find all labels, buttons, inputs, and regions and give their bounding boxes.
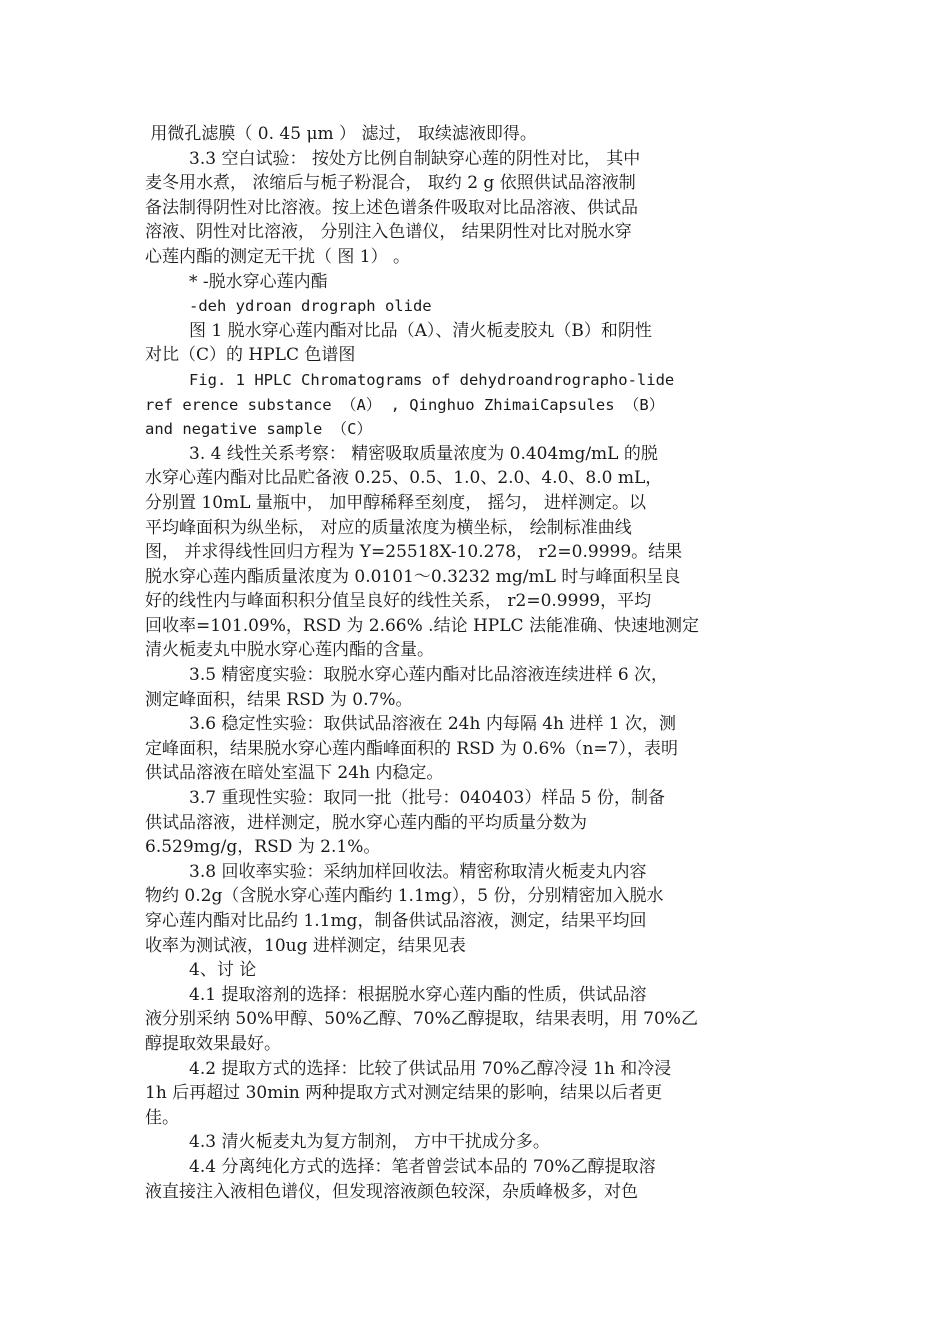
text-line: 3.6 稳定性实验：取供试品溶液在 24h 内每隔 4h 进样 1 次，测 (189, 714, 677, 735)
text-line: 回收率=101.09%，RSD 为 2.66% .结论 HPLC 法能准确、快速地测定 (145, 615, 699, 636)
text-line: 用微孔滤膜（ 0. 45 μm ） 滤过， 取续滤液即得。 (145, 124, 537, 144)
text-line: 3.7 重现性实验：取同一批（批号：040403）样品 5 份，制备 (189, 788, 665, 809)
text-line: 清火栀麦丸中脱水穿心莲内酯的含量。 (145, 640, 434, 661)
text-line: Fig. 1 HPLC Chromatograms of dehydroandrographo-lide (189, 370, 675, 389)
text-line: 佳。 (145, 1107, 179, 1128)
text-line: 4、讨 论 (189, 960, 257, 981)
text-line: 心莲内酯的测定无干扰（ 图 1） 。 (145, 246, 411, 267)
text-line: 液直接注入液相色谱仪，但发现溶液颜色较深，杂质峰极多，对色 (145, 1181, 638, 1202)
text-line: 备法制得阴性对比溶液。按上述色谱条件吸取对比品溶液、供试品 (145, 197, 638, 218)
text-line: and negative sample （C） (145, 420, 372, 439)
text-line: 醇提取效果最好。 (145, 1033, 281, 1054)
text-line: 1h 后再超过 30min 两种提取方式对测定结果的影响，结果以后者更 (145, 1083, 663, 1104)
text-line: 分别置 10mL 量瓶中， 加甲醇稀释至刻度， 摇匀， 进样测定。以 (145, 492, 647, 513)
text-line: 穿心莲内酯对比品约 1.1mg，制备供试品溶液，测定，结果平均回 (145, 911, 647, 931)
text-line: 供试品溶液，进样测定，脱水穿心莲内酯的平均质量分数为 (145, 812, 587, 833)
text-line: 液分别采纳 50%甲醇、50%乙醇、70%乙醇提取，结果表明，用 70%乙 (145, 1009, 698, 1030)
text-line: 定峰面积，结果脱水穿心莲内酯峰面积的 RSD 为 0.6%（n=7），表明 (145, 738, 678, 759)
text-line: 4.3 清火栀麦丸为复方制剂， 方中干扰成分多。 (189, 1132, 550, 1153)
text-line: 收率为测试液，10ug 进样测定，结果见表 (145, 935, 466, 956)
text-line: 对比（C）的 HPLC 色谱图 (145, 345, 356, 366)
text-line: * -脱水穿心莲内酯 (189, 271, 328, 292)
text-line: 6.529mg/g，RSD 为 2.1%。 (145, 837, 381, 858)
text-line: 3.3 空白试验： 按处方比例自制缺穿心莲的阴性对比， 其中 (189, 148, 641, 169)
text-line: 水穿心莲内酯对比品贮备液 0.25、0.5、1.0、2.0、4.0、8.0 mL， (145, 468, 663, 489)
text-line: -deh ydroan drograph olide (189, 297, 432, 316)
text-line: 图 1 脱水穿心莲内酯对比品（A）、清火栀麦胶丸（B）和阴性 (189, 320, 652, 341)
text-line: 供试品溶液在暗处室温下 24h 内稳定。 (145, 763, 444, 784)
text-line: 平均峰面积为纵坐标， 对应的质量浓度为横坐标， 绘制标准曲线 (145, 517, 632, 538)
text-line: 3.8 回收率实验：采纳加样回收法。精密称取清火栀麦丸内容 (189, 861, 647, 882)
text-line: 4.4 分离纯化方式的选择：笔者曾尝试本品的 70%乙醇提取溶 (189, 1156, 656, 1177)
text-line: 测定峰面积，结果 RSD 为 0.7%。 (145, 689, 413, 710)
text-line: 脱水穿心莲内酯质量浓度为 0.0101～0.3232 mg/mL 时与峰面积呈良 (145, 566, 681, 587)
text-line: 4.1 提取溶剂的选择：根据脱水穿心莲内酯的性质，供试品溶 (189, 984, 647, 1005)
text-line: 好的线性内与峰面积积分值呈良好的线性关系， r2=0.9999，平均 (145, 591, 652, 612)
text-line: 4.2 提取方式的选择：比较了供试品用 70%乙醇冷浸 1h 和冷浸 (189, 1058, 672, 1079)
text-line: 3. 4 线性关系考察： 精密吸取质量浓度为 0.404mg/mL 的脱 (189, 443, 658, 464)
text-line: 3.5 精密度实验：取脱水穿心莲内酯对比品溶液连续进样 6 次， (189, 665, 669, 686)
text-line: ref erence substance （A） , Qinghuo ZhimaiCapsules （B） (145, 395, 665, 414)
document-body (145, 122, 810, 1204)
text-line: 麦冬用水煮， 浓缩后与栀子粉混合， 取约 2 g 依照供试品溶液制 (145, 173, 636, 194)
text-line: 图， 并求得线性回归方程为 Y=25518X-10.278， r2=0.9999。结果 (145, 542, 683, 563)
text-line: 溶液、阴性对比溶液， 分别注入色谱仪， 结果阴性对比对脱水穿 (145, 222, 632, 243)
text-line: 物约 0.2g（含脱水穿心莲内酯约 1.1mg），5 份，分别精密加入脱水 (145, 886, 664, 907)
